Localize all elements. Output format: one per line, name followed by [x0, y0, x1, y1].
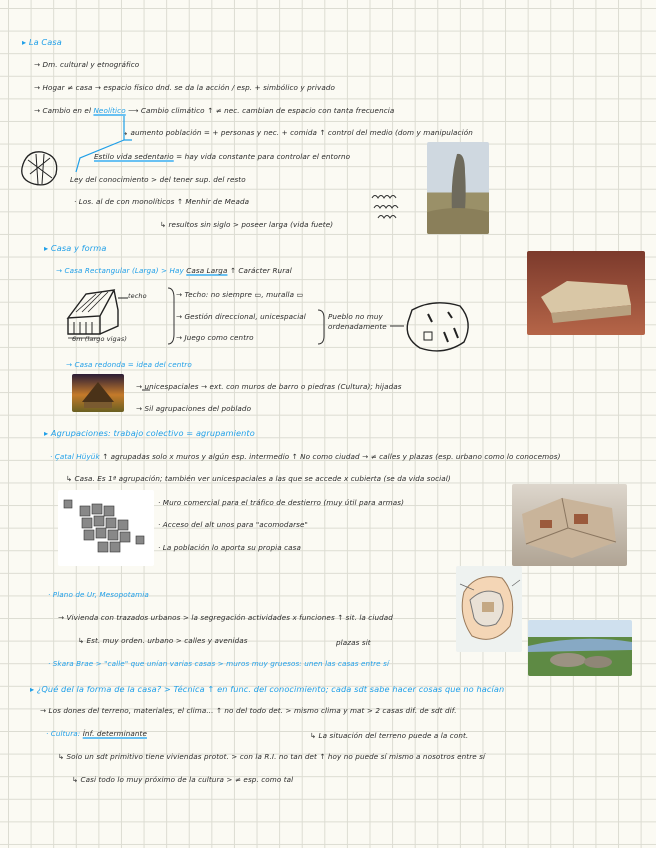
note-line: → Dm. cultural y etnográfico	[34, 60, 140, 69]
note-text: → Cambio en el	[34, 106, 92, 115]
note-line: → Casa redonda = idea del centro	[66, 360, 192, 369]
note-text: · Cultura:	[46, 729, 81, 738]
note-line: Pueblo no muy ordenadamente	[328, 312, 387, 331]
sketch-label: 6m (largo vigas)	[72, 335, 127, 343]
note-text: · Çatal Hüyük	[50, 452, 100, 461]
note-text: · Skara Brae > "calle" que unían varias casas > muros muy gruesos: unen las casas entre sí	[48, 659, 390, 668]
heading-plano-ur: · Plano de Ur, Mesopotamia	[48, 590, 149, 599]
note-line: ↳ resultos sin siglo > poseer larga (vida fuete)	[160, 220, 334, 229]
catal-huyuk-model	[512, 484, 627, 566]
note-line: ↳ Casi todo lo muy próximo de la cultura > ≠ esp. como tal	[72, 775, 294, 784]
note-line: ↳ aumento población = + personas y nec. + comida ↑ control del medio (dom y manipulación	[122, 128, 473, 137]
note-line: · Los. al de con monolíticos ↑ Menhir de Meada	[74, 197, 250, 206]
note-line: → Vivienda con trazados urbanos > la segregación actividades x funciones ↑ sit. la ciudad	[58, 613, 393, 622]
note-line: ↳ Est. muy orden. urbano > calles y avenidas	[78, 636, 248, 645]
longhouse-model-photo	[527, 251, 645, 335]
sketch-label: techo	[128, 292, 147, 300]
heading-forma-casa: ▸ ¿Qué del la forma de la casa? > Técnica ↑ en func. del conocimiento; cada sdt sabe hacer cosas que no hacían	[30, 684, 505, 694]
mounds-sketch-icon	[370, 190, 414, 224]
highlight-determinante: Ínf. determinante	[82, 729, 147, 738]
heading-la-casa: ▸ La Casa	[22, 37, 62, 47]
note-line: → Techo: no siempre ▭, muralla ▭	[176, 290, 304, 299]
note-line: → Sil agrupaciones del poblado	[136, 404, 252, 413]
note-line: → Gestión direccional, unicespacial	[176, 312, 306, 321]
note-line: · La población lo aporta su propia casa	[158, 543, 302, 552]
note-text: = hay vida constante para controlar el entorno	[176, 152, 351, 161]
catal-huyuk-plan	[58, 490, 154, 566]
scribble-sketch-icon	[16, 144, 64, 192]
village-sketch-icon	[404, 298, 474, 354]
note-text: ⟶ Cambio climático ↑ ≠ nec. cambian de espacio con tanta frecuencia	[128, 106, 395, 115]
roundhouse-photo	[72, 374, 124, 412]
note-text: ↑ agrupadas solo x muros y algún esp. intermedio ↑ No como ciudad → ≠ calles y plazas (esp. urbano como lo conocemos)	[102, 452, 561, 461]
note-line: → Hogar ≠ casa → espacio físico dnd. se da la acción / esp. + simbólico y privado	[34, 83, 335, 92]
note-line: ↳ Solo un sdt primitivo tiene viviendas protot. > con la R.I. no tan det ↑ hoy no puede sí mismo a nosotros entre sí	[58, 752, 486, 761]
note-line: Ley del conocimiento > del tener sup. del resto	[70, 175, 246, 184]
skara-brae-photo	[528, 620, 632, 676]
ur-plan	[456, 566, 522, 652]
note-line: · Muro comercial para el tráfico de destierro (muy útil para armas)	[158, 498, 404, 507]
menhir-photo	[427, 142, 489, 234]
heading-agrupaciones: ▸ Agrupaciones: trabajo colectivo = agrupamiento	[44, 428, 255, 438]
highlight-casa-larga: Casa Larga	[186, 266, 228, 275]
note-line: → Juego como centro	[176, 333, 254, 342]
note-text: ↑ Carácter Rural	[229, 266, 292, 275]
highlight-sedentario: Estilo vida sedentario	[94, 152, 174, 161]
note-line: ↳ Casa. Es 1ª agrupación; también ver unicespaciales a las que se accede x cubierta (se da vida social)	[66, 474, 451, 483]
note-line: · Acceso del alt unos para "acomodarse"	[158, 520, 308, 529]
note-line: → unicespaciales → ext. con muros de barro o piedras (Cultura); hijadas	[136, 382, 402, 391]
note-line: → Los dones del terreno, materiales, el clima... ↑ no del todo det. > mismo clima y mat > 2 casas dif. de sdt dif.	[40, 706, 457, 715]
highlight-neolitico: Neolítico	[93, 106, 126, 115]
note-line: plazas sit	[336, 638, 371, 647]
note-line: ↳ La situación del terreno puede a la cont.	[310, 731, 469, 740]
heading-casa-forma: ▸ Casa y forma	[44, 243, 107, 253]
note-text: → Casa Rectangular (Larga) > Hay	[56, 266, 184, 275]
